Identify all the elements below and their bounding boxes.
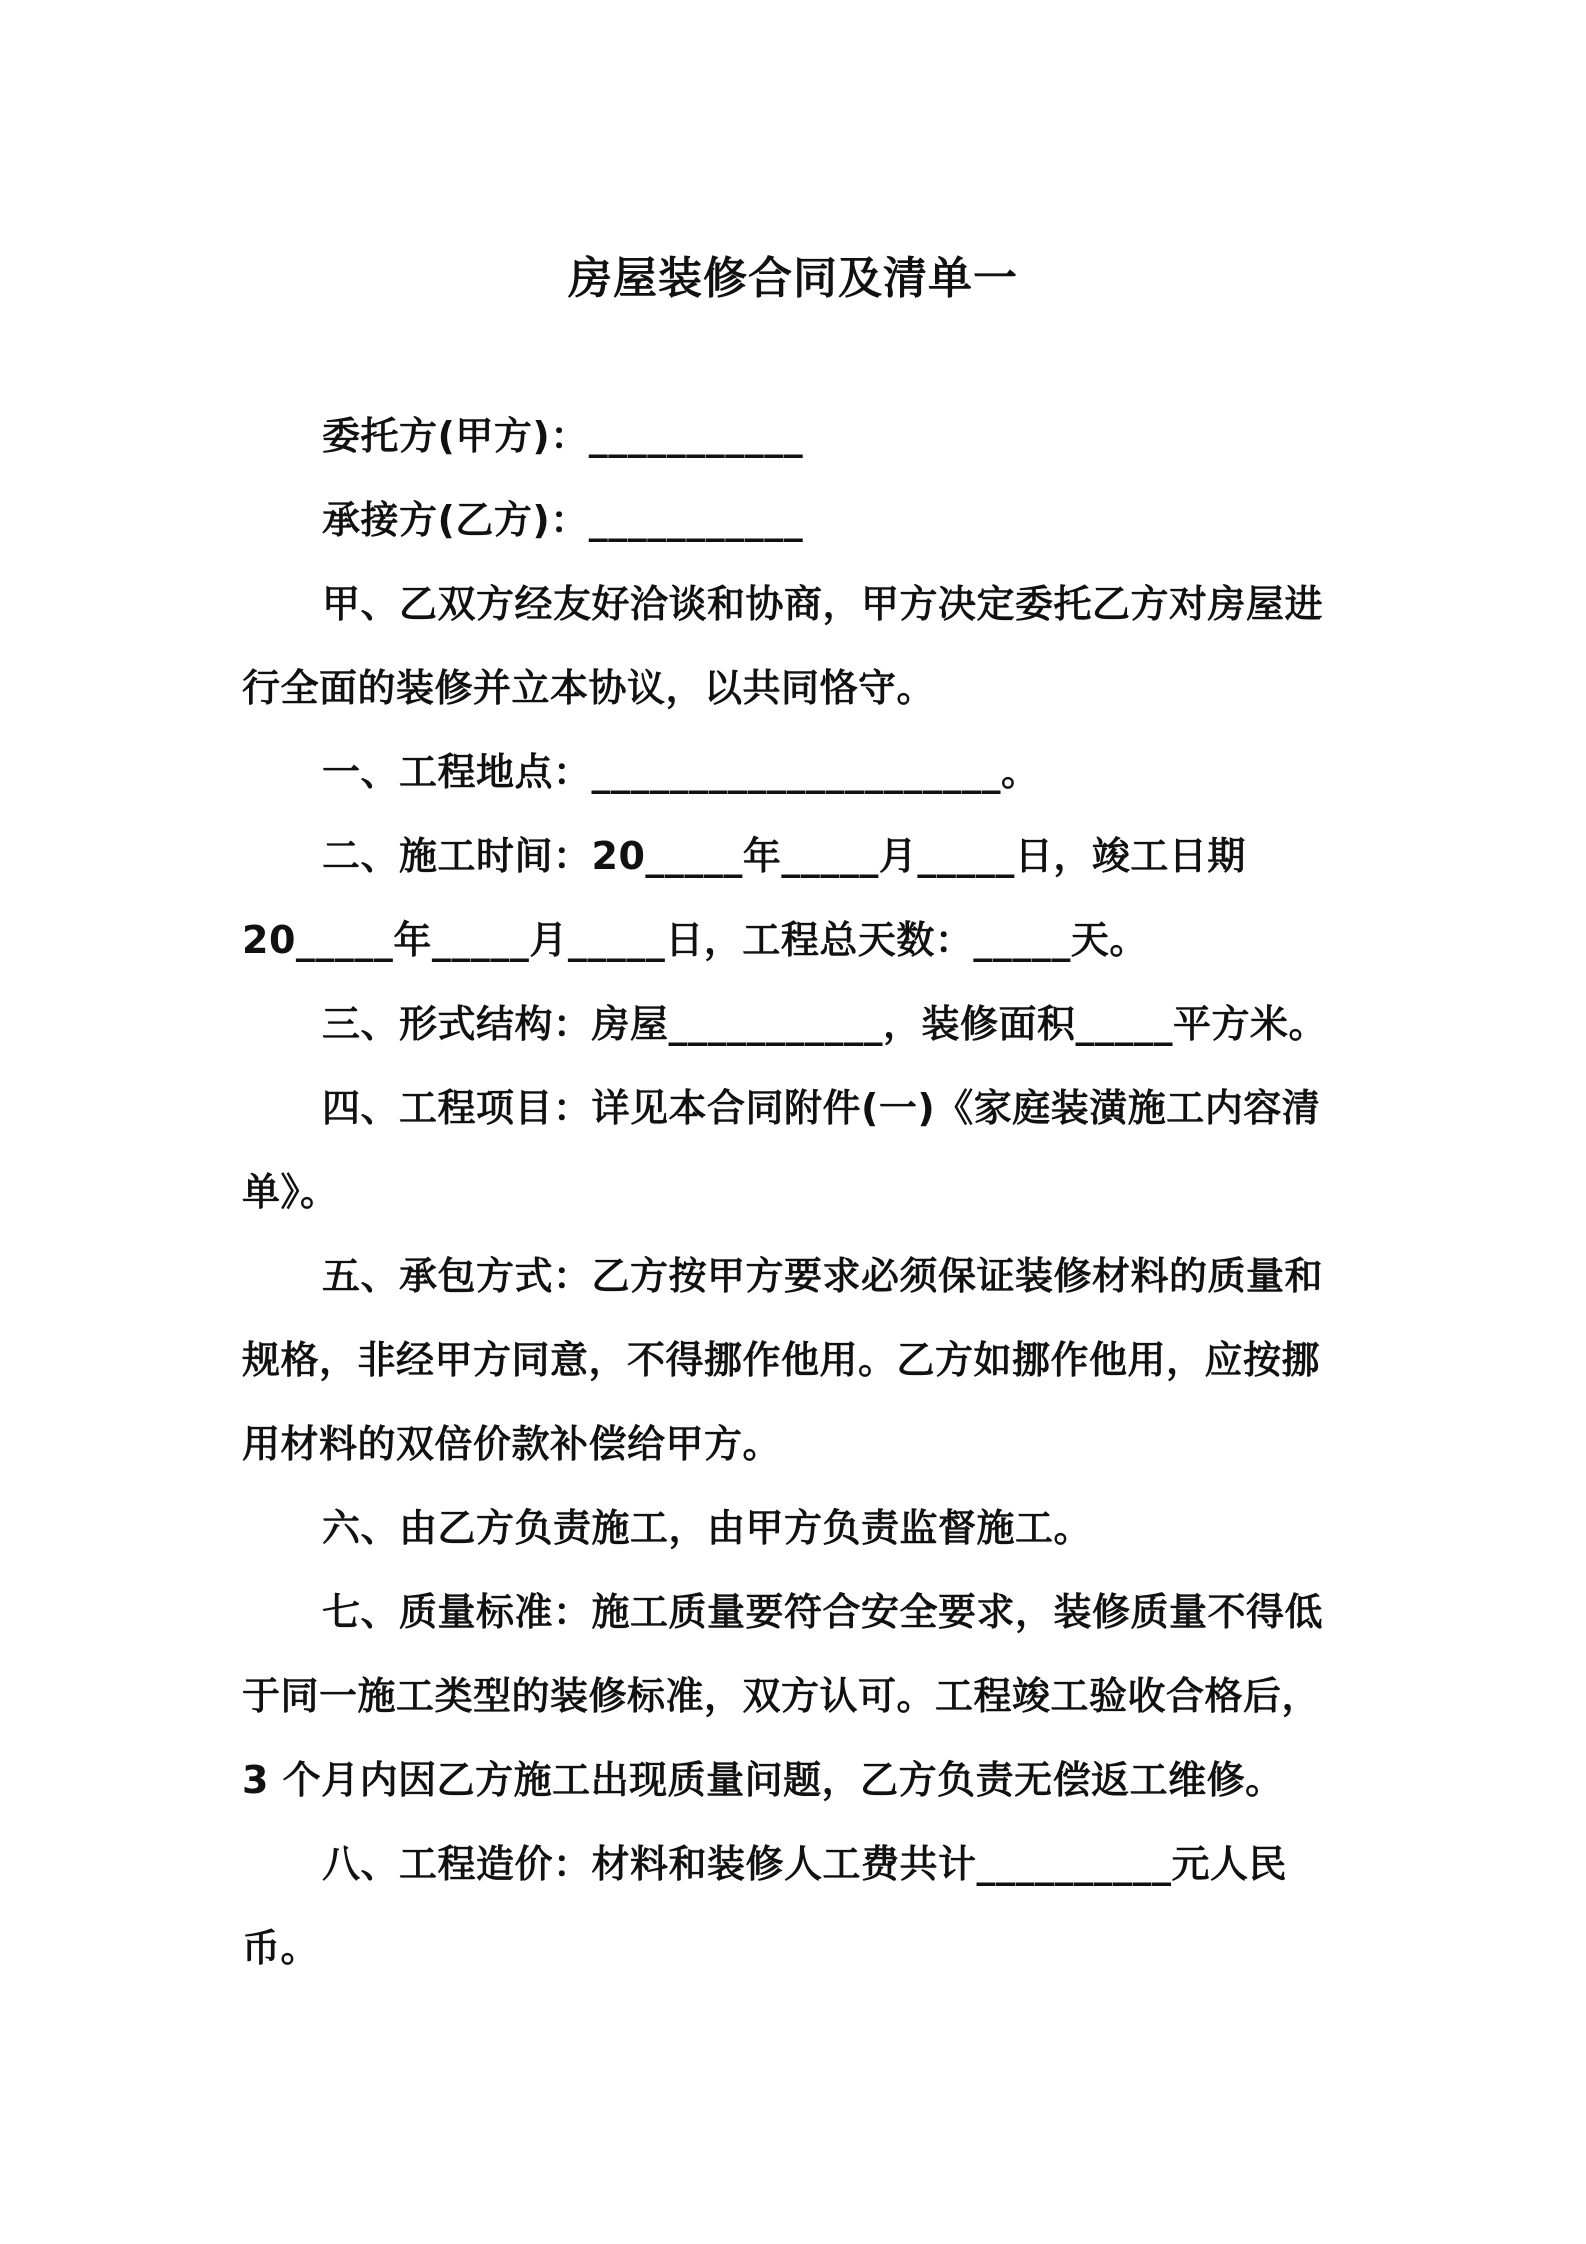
clause-2-time-line-2: 20_____年_____月_____日，工程总天数：_____天。 — [242, 918, 1148, 962]
clause-5-contracting-line-2: 规格，非经甲方同意，不得挪作他用。乙方如挪作他用，应按挪 — [242, 1338, 1321, 1382]
clause-5-contracting-line-1: 五、承包方式：乙方按甲方要求必须保证装修材料的质量和 — [322, 1254, 1324, 1298]
clause-7-quality-line-2: 于同一施工类型的装修标准，双方认可。工程竣工验收合格后， — [242, 1674, 1321, 1718]
clause-7-quality-line-3: 3 个月内因乙方施工出现质量问题，乙方负责无偿返工维修。 — [242, 1758, 1284, 1802]
party-a-line: 委托方(甲方)：___________ — [322, 414, 804, 458]
clause-2-time-line-1: 二、施工时间：20_____年_____月_____日，竣工日期 — [322, 834, 1246, 878]
preamble-line-1: 甲、乙双方经友好洽谈和协商，甲方决定委托乙方对房屋进 — [322, 582, 1324, 626]
clause-1-location: 一、工程地点：_____________________。 — [322, 750, 1040, 794]
clause-4-items-line-2: 单》。 — [242, 1170, 339, 1214]
clause-3-structure: 三、形式结构：房屋___________，装修面积_____平方米。 — [322, 1002, 1328, 1046]
preamble-line-2: 行全面的装修并立本协议，以共同恪守。 — [242, 666, 936, 710]
party-b-line: 承接方(乙方)：___________ — [322, 498, 804, 542]
clause-6-construction: 六、由乙方负责施工，由甲方负责监督施工。 — [322, 1506, 1093, 1550]
clause-5-contracting-line-3: 用材料的双倍价款补偿给甲方。 — [242, 1422, 782, 1466]
clause-7-quality-line-1: 七、质量标准：施工质量要符合安全要求，装修质量不得低 — [322, 1590, 1324, 1634]
clause-4-items-line-1: 四、工程项目：详见本合同附件(一)《家庭装潢施工内容清 — [322, 1086, 1321, 1130]
clause-8-cost-line-1: 八、工程造价：材料和装修人工费共计__________元人民 — [322, 1842, 1288, 1886]
clause-8-cost-line-2: 币。 — [242, 1926, 320, 1970]
document-title: 房屋装修合同及清单一 — [568, 253, 1018, 305]
